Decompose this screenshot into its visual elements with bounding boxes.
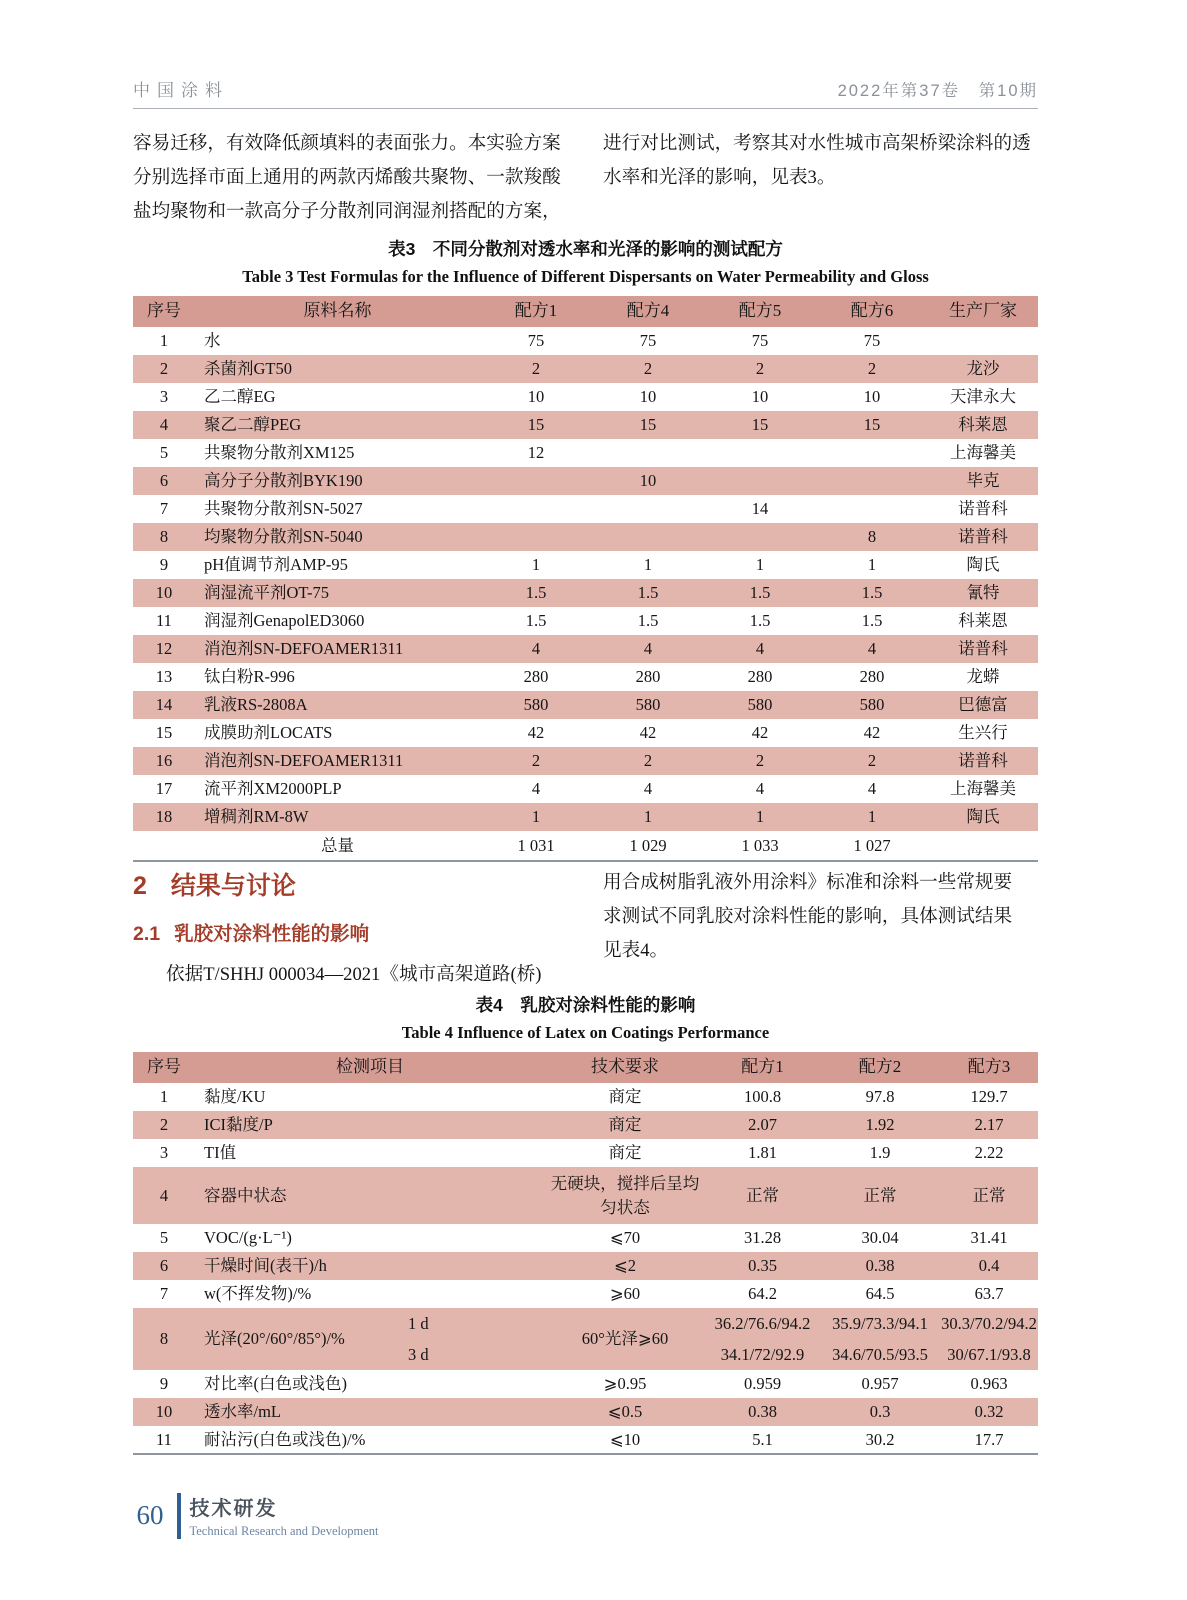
- table-row: [133, 1398, 1038, 1426]
- table-cell: 增稠剂RM-8W: [204, 807, 309, 827]
- column-header: 配方1: [514, 301, 558, 321]
- table-cell: 透水率/mL: [204, 1402, 281, 1422]
- table-cell: [480, 467, 592, 495]
- table-row: [133, 1139, 1038, 1167]
- table-cell: 科莱恩: [958, 415, 1008, 435]
- table-cell: [816, 495, 928, 523]
- footer-divider-bar: [177, 1493, 181, 1539]
- table-cell: ⩽2: [613, 1256, 637, 1276]
- table-cell: 15: [751, 415, 769, 435]
- table-cell: 高分子分散剂BYK190: [204, 471, 363, 491]
- table-cell: 钛白粉R-996: [204, 667, 295, 687]
- text-line: 求测试不同乳胶对涂料性能的影响，具体测试结果: [603, 906, 1013, 927]
- table-cell: 对比率(白色或浅色): [204, 1374, 347, 1394]
- section-left-column: [133, 860, 567, 986]
- table-cell: 润湿流平剂OT-75: [204, 583, 329, 603]
- table-cell: 3: [159, 1143, 169, 1163]
- table-cell: 11: [156, 1429, 172, 1449]
- table-cell: VOC/(g·L⁻¹): [204, 1228, 292, 1248]
- table-cell: 60°光泽⩾60: [581, 1329, 669, 1349]
- table-cell: [704, 439, 816, 467]
- table-cell: 15: [155, 723, 173, 743]
- table-row: [133, 411, 1038, 439]
- table-cell: 30/67.1/93.8: [947, 1344, 1031, 1364]
- table3-caption-zh: 表3 不同分散剂对透水率和光泽的影响的测试配方: [388, 239, 783, 259]
- table-cell: 18: [155, 807, 173, 827]
- table-cell: 1: [867, 555, 877, 575]
- table-row: [133, 775, 1038, 803]
- table-row: [133, 579, 1038, 607]
- table-cell: 1 033: [741, 835, 779, 855]
- table-cell: 总量: [321, 835, 354, 855]
- table-cell: ⩽10: [609, 1429, 641, 1449]
- table-cell: 均聚物分散剂SN-5040: [204, 527, 363, 547]
- table-cell: 正常: [863, 1185, 897, 1205]
- table-cell: 诺普科: [958, 639, 1008, 659]
- section-heading: [133, 866, 567, 902]
- table-cell: 1: [531, 555, 541, 575]
- table-cell: 光泽(20°/60°/85°)/%: [204, 1329, 345, 1349]
- section-right-column: [603, 860, 1037, 986]
- table-cell: 2.07: [748, 1115, 777, 1135]
- table-cell: 280: [635, 667, 661, 687]
- table-cell: 共聚物分散剂SN-5027: [204, 499, 363, 519]
- table-cell: 杀菌剂GT50: [204, 359, 292, 379]
- table-cell: 16: [155, 751, 173, 771]
- column-header: 原料名称: [303, 301, 372, 321]
- table-cell: 34.1/72/92.9: [720, 1344, 805, 1364]
- table-cell: 1.5: [861, 583, 883, 603]
- table-row: [133, 747, 1038, 775]
- table-cell: 1.5: [861, 611, 883, 631]
- table-cell: 14: [155, 695, 173, 715]
- table3-block: [133, 236, 1038, 862]
- table4-header-row: [133, 1052, 1038, 1083]
- table-cell: [704, 467, 816, 495]
- page-footer: [130, 1492, 378, 1539]
- table-cell: 8: [867, 527, 877, 547]
- table-cell: 0.38: [748, 1402, 777, 1422]
- table-cell: 2: [159, 359, 169, 379]
- table-cell: pH值调节剂AMP-95: [204, 555, 348, 575]
- table-cell: 1 031: [517, 835, 555, 855]
- column-header: 配方6: [850, 301, 894, 321]
- journal-name: 中国涂料: [133, 81, 229, 100]
- table-cell: 7: [159, 499, 169, 519]
- table-row: [133, 663, 1038, 691]
- table-cell: 龙沙: [966, 359, 1000, 379]
- table-cell: 毕克: [966, 471, 1000, 491]
- table-cell: 14: [751, 499, 769, 519]
- table4-caption-zh: 表4 乳胶对涂料性能的影响: [475, 995, 696, 1015]
- table-cell: 0.35: [748, 1256, 777, 1276]
- table-cell: 生兴行: [958, 723, 1008, 743]
- table-cell: 34.6/70.5/93.5: [832, 1344, 928, 1364]
- table-cell: 4: [867, 639, 877, 659]
- table-row: [133, 467, 1038, 495]
- table-cell: 耐沾污(白色或浅色)/%: [204, 1429, 366, 1449]
- page-number: 60: [136, 1500, 164, 1530]
- table-cell: 2: [755, 751, 765, 771]
- table-cell: 2: [755, 359, 765, 379]
- table-cell: 75: [527, 331, 545, 351]
- table-cell: 0.38: [865, 1256, 895, 1276]
- table-cell: [928, 831, 1038, 861]
- table-row: [133, 1370, 1038, 1398]
- table-cell: 0.959: [743, 1374, 782, 1394]
- table-cell: 30.3/70.2/94.2: [941, 1313, 1037, 1333]
- table-cell: 1: [159, 331, 169, 351]
- table-row: [133, 1252, 1038, 1280]
- table-cell: 10: [155, 583, 173, 603]
- table-cell: 580: [523, 695, 549, 715]
- table-row: [133, 1111, 1038, 1139]
- table-row: [133, 355, 1038, 383]
- table-cell: 64.2: [748, 1284, 777, 1304]
- table4-caption-en: Table 4 Influence of Latex on Coatings Performance: [401, 1023, 770, 1042]
- issue-info: 2022年第37卷 第10期: [837, 82, 1038, 100]
- table-cell: 15: [527, 415, 545, 435]
- table-cell: 4: [531, 639, 541, 659]
- table-cell: 商定: [608, 1143, 642, 1163]
- table-cell: 龙蟒: [966, 667, 1000, 687]
- table-cell: 42: [527, 723, 545, 743]
- table-cell: 2.22: [974, 1143, 1004, 1163]
- table-cell: 30.2: [865, 1429, 895, 1449]
- column-header: 检测项目: [336, 1057, 404, 1077]
- footer-section-block: [190, 1492, 379, 1539]
- table-cell: 42: [639, 723, 657, 743]
- table-cell: 0.32: [974, 1402, 1004, 1422]
- table-cell: 10: [639, 471, 657, 491]
- text-line: 见表4。: [603, 940, 669, 961]
- table-cell: 4: [159, 415, 169, 435]
- table-cell: [816, 439, 928, 467]
- intro-paragraph: [133, 127, 1038, 229]
- table-cell: [704, 523, 816, 551]
- table-cell: 4: [159, 1185, 169, 1205]
- table-cell: [928, 327, 1038, 355]
- table-cell: 280: [747, 667, 773, 687]
- column-header: 序号: [147, 1057, 181, 1077]
- table-cell: 1.5: [525, 611, 547, 631]
- table-cell: 0.963: [970, 1374, 1008, 1394]
- table-cell: 1.5: [637, 583, 659, 603]
- table-cell: 科莱恩: [958, 611, 1008, 631]
- table-cell: 5: [159, 1228, 169, 1248]
- table-cell: 10: [751, 387, 769, 407]
- table-cell: 12: [155, 639, 173, 659]
- table-cell: 5.1: [752, 1429, 773, 1449]
- table-cell: 63.7: [974, 1284, 1004, 1304]
- table-cell: 4: [755, 639, 765, 659]
- table-row: [133, 1426, 1038, 1454]
- table-cell: 15: [863, 415, 881, 435]
- column-header: 配方4: [626, 301, 670, 321]
- table-cell: 1 d: [408, 1313, 429, 1333]
- table-cell: ⩾60: [609, 1284, 641, 1304]
- table-cell: 100.8: [743, 1087, 782, 1107]
- table-cell: 正常: [972, 1185, 1006, 1205]
- table-row: [133, 803, 1038, 831]
- table-row: [133, 691, 1038, 719]
- table-row: [133, 635, 1038, 663]
- table-cell: 4: [867, 779, 877, 799]
- table-cell: 1: [755, 807, 765, 827]
- table-cell: [133, 831, 195, 861]
- table-cell: 乙二醇EG: [204, 387, 276, 407]
- table-cell: 6: [159, 1256, 169, 1276]
- table-row: [133, 719, 1038, 747]
- table-cell: 1.5: [749, 611, 771, 631]
- table-cell: 8: [159, 527, 169, 547]
- table-cell: 75: [639, 331, 657, 351]
- column-header: 配方3: [967, 1057, 1011, 1077]
- table-cell: 30.04: [861, 1228, 899, 1248]
- text-line: 依据T/SHHJ 000034—2021《城市高架道路(桥): [166, 964, 542, 985]
- table-cell: 天津永大: [950, 387, 1016, 407]
- table-cell: 1: [531, 807, 541, 827]
- table-cell: 9: [159, 1374, 169, 1394]
- table-cell: 10: [527, 387, 545, 407]
- column-header: 生产厂家: [949, 301, 1017, 321]
- table-cell: 陶氏: [966, 807, 1000, 827]
- table-cell: 280: [859, 667, 885, 687]
- column-header: 序号: [147, 301, 181, 321]
- table-row: [133, 831, 1038, 861]
- table-row: [133, 1224, 1038, 1252]
- table-cell: 31.41: [970, 1228, 1008, 1248]
- table-cell: ⩽70: [609, 1228, 641, 1248]
- table-cell: 商定: [608, 1087, 642, 1107]
- table-row: [133, 1308, 1038, 1339]
- table-cell: 580: [859, 695, 885, 715]
- table-cell: 580: [747, 695, 773, 715]
- table-cell: 1 027: [853, 835, 891, 855]
- table-cell: 2: [867, 751, 877, 771]
- table-cell: 9: [159, 555, 169, 575]
- table-cell: 97.8: [865, 1087, 895, 1107]
- table-cell: 0.957: [861, 1374, 899, 1394]
- table-cell: 1: [643, 555, 653, 575]
- text-line: 盐均聚物和一款高分子分散剂同润湿剂搭配的方案，: [133, 201, 561, 222]
- table-cell: 正常: [746, 1185, 779, 1205]
- table-cell: 无硬块，搅拌后呈均匀状态: [550, 1173, 700, 1217]
- column-header: 配方1: [741, 1057, 784, 1077]
- table-cell: 巴德富: [958, 695, 1008, 715]
- table-cell: 2: [867, 359, 877, 379]
- text-line: 用合成树脂乳液外用涂料》标准和涂料一些常规要: [603, 872, 1013, 893]
- table4: [133, 1052, 1038, 1455]
- text-line: 分别选择市面上通用的两款丙烯酸共聚物、一款羧酸: [133, 167, 561, 188]
- table-row: [133, 1167, 1038, 1224]
- table-cell: 2: [643, 751, 653, 771]
- table-cell: ICI黏度/P: [204, 1115, 273, 1135]
- table-row: [133, 551, 1038, 579]
- subsection-title: 乳胶对涂料性能的影响: [174, 923, 370, 945]
- table-cell: 0.4: [978, 1256, 1000, 1276]
- table-cell: 陶氏: [966, 555, 1000, 575]
- table-row: [133, 1083, 1038, 1111]
- text-line: 容易迁移，有效降低颜填料的表面张力。本实验方案: [133, 133, 561, 154]
- running-head: [133, 76, 1038, 109]
- table-cell: 3: [159, 387, 169, 407]
- table-cell: 黏度/KU: [204, 1087, 266, 1107]
- table-cell: ⩾0.95: [603, 1374, 647, 1394]
- table-cell: 1: [159, 1087, 169, 1107]
- column-header: 配方2: [858, 1057, 902, 1077]
- subsection-number: 2.1: [133, 923, 161, 945]
- table-row: [133, 327, 1038, 355]
- intro-left-column: [133, 127, 567, 229]
- table-cell: 17: [155, 779, 173, 799]
- table-cell: 5: [159, 443, 169, 463]
- table-cell: 1.9: [869, 1143, 891, 1163]
- table-cell: TI值: [204, 1143, 237, 1163]
- table3-body: [133, 327, 1038, 861]
- table-cell: 129.7: [970, 1087, 1008, 1107]
- table-cell: 10: [155, 1402, 173, 1422]
- table-row: [133, 523, 1038, 551]
- subsection-heading: [133, 918, 567, 946]
- table-cell: 7: [159, 1284, 169, 1304]
- table-cell: 11: [156, 611, 172, 631]
- table-cell: 1: [755, 555, 765, 575]
- table-cell: 42: [751, 723, 769, 743]
- table-cell: 商定: [608, 1115, 642, 1135]
- table-cell: [480, 523, 592, 551]
- table-row: [133, 495, 1038, 523]
- table-cell: 1.5: [749, 583, 771, 603]
- table-cell: 35.9/73.3/94.1: [832, 1313, 928, 1333]
- table-cell: 12: [527, 443, 545, 463]
- table-cell: 消泡剂SN-DEFOAMER1311: [204, 751, 404, 771]
- table-row: [133, 607, 1038, 635]
- table-cell: 水: [204, 331, 221, 351]
- table4-block: [133, 992, 1038, 1455]
- table-cell: 流平剂XM2000PLP: [204, 779, 342, 799]
- table-cell: 13: [155, 667, 173, 687]
- section-title: 结果与讨论: [170, 872, 296, 900]
- table-cell: 乳液RS-2808A: [204, 695, 308, 715]
- table-cell: 消泡剂SN-DEFOAMER1311: [204, 639, 404, 659]
- table3-header-row: [133, 296, 1038, 327]
- table-cell: 0.3: [869, 1402, 891, 1422]
- table-row: [133, 383, 1038, 411]
- column-header: 配方5: [738, 301, 782, 321]
- table-cell: 15: [639, 415, 657, 435]
- table-cell: [816, 467, 928, 495]
- table-cell: 1.5: [525, 583, 547, 603]
- table-cell: 成膜助剂LOCATS: [204, 723, 333, 743]
- table-row: [133, 439, 1038, 467]
- table-cell: w(不挥发物)/%: [204, 1284, 312, 1304]
- table-cell: 2: [159, 1115, 169, 1135]
- table-cell: 2: [531, 751, 541, 771]
- table-cell: 1: [867, 807, 877, 827]
- table-cell: 75: [863, 331, 881, 351]
- table-cell: 干燥时间(表干)/h: [204, 1256, 327, 1276]
- table-cell: 共聚物分散剂XM125: [204, 443, 355, 463]
- intro-right-column: [603, 127, 1037, 229]
- table-cell: 聚乙二醇PEG: [204, 415, 302, 435]
- table-cell: 17.7: [974, 1429, 1004, 1449]
- table-cell: 42: [863, 723, 881, 743]
- table-cell: 诺普科: [958, 527, 1008, 547]
- table-cell: 4: [531, 779, 541, 799]
- table-cell: 1 029: [629, 835, 667, 855]
- table-cell: 2.17: [974, 1115, 1004, 1135]
- table-cell: 上海馨美: [950, 443, 1016, 463]
- table-row: [133, 1280, 1038, 1308]
- table-cell: 6: [159, 471, 169, 491]
- table-cell: 诺普科: [958, 499, 1008, 519]
- table3-caption-en: Table 3 Test Formulas for the Influence of Different Dispersants on Water Permeability and Gloss: [242, 267, 929, 286]
- table-cell: 容器中状态: [204, 1185, 287, 1205]
- table-cell: 1.5: [637, 611, 659, 631]
- results-section: [133, 860, 1038, 986]
- table-cell: 8: [159, 1329, 169, 1349]
- table-cell: 31.28: [743, 1228, 782, 1248]
- table-cell: 4: [643, 639, 653, 659]
- table-cell: 1.92: [865, 1115, 895, 1135]
- table-cell: 2: [643, 359, 653, 379]
- table-cell: 580: [635, 695, 661, 715]
- table-cell: 1: [643, 807, 653, 827]
- table-cell: [480, 495, 592, 523]
- table-cell: 氰特: [966, 583, 1000, 603]
- table4-body: [133, 1083, 1038, 1454]
- text-line: 水率和光泽的影响，见表3。: [603, 167, 836, 188]
- section-number: 2: [133, 872, 147, 900]
- footer-section-subtitle: Technical Research and Development: [189, 1524, 379, 1538]
- footer-section-title: 技术研发: [189, 1498, 278, 1520]
- table-cell: 上海馨美: [950, 779, 1016, 799]
- table-cell: 诺普科: [958, 751, 1008, 771]
- table-cell: 75: [751, 331, 769, 351]
- table-cell: [592, 439, 704, 467]
- table-cell: 64.5: [865, 1284, 895, 1304]
- table-cell: 4: [643, 779, 653, 799]
- table-cell: 润湿剂GenapolED3060: [204, 611, 365, 631]
- table-cell: 10: [863, 387, 881, 407]
- table-cell: ⩽0.5: [607, 1402, 643, 1422]
- column-header: 技术要求: [591, 1057, 659, 1077]
- table-cell: 4: [755, 779, 765, 799]
- table-cell: 36.2/76.6/94.2: [714, 1313, 811, 1333]
- table-cell: [592, 495, 704, 523]
- table-cell: 280: [523, 667, 549, 687]
- table-cell: 1.81: [748, 1143, 777, 1163]
- text-line: 进行对比测试，考察其对水性城市高架桥梁涂料的透: [603, 133, 1031, 154]
- table-cell: 3 d: [408, 1344, 429, 1364]
- table3: [133, 296, 1038, 862]
- table-cell: 2: [531, 359, 541, 379]
- table-cell: 10: [639, 387, 657, 407]
- table-cell: [592, 523, 704, 551]
